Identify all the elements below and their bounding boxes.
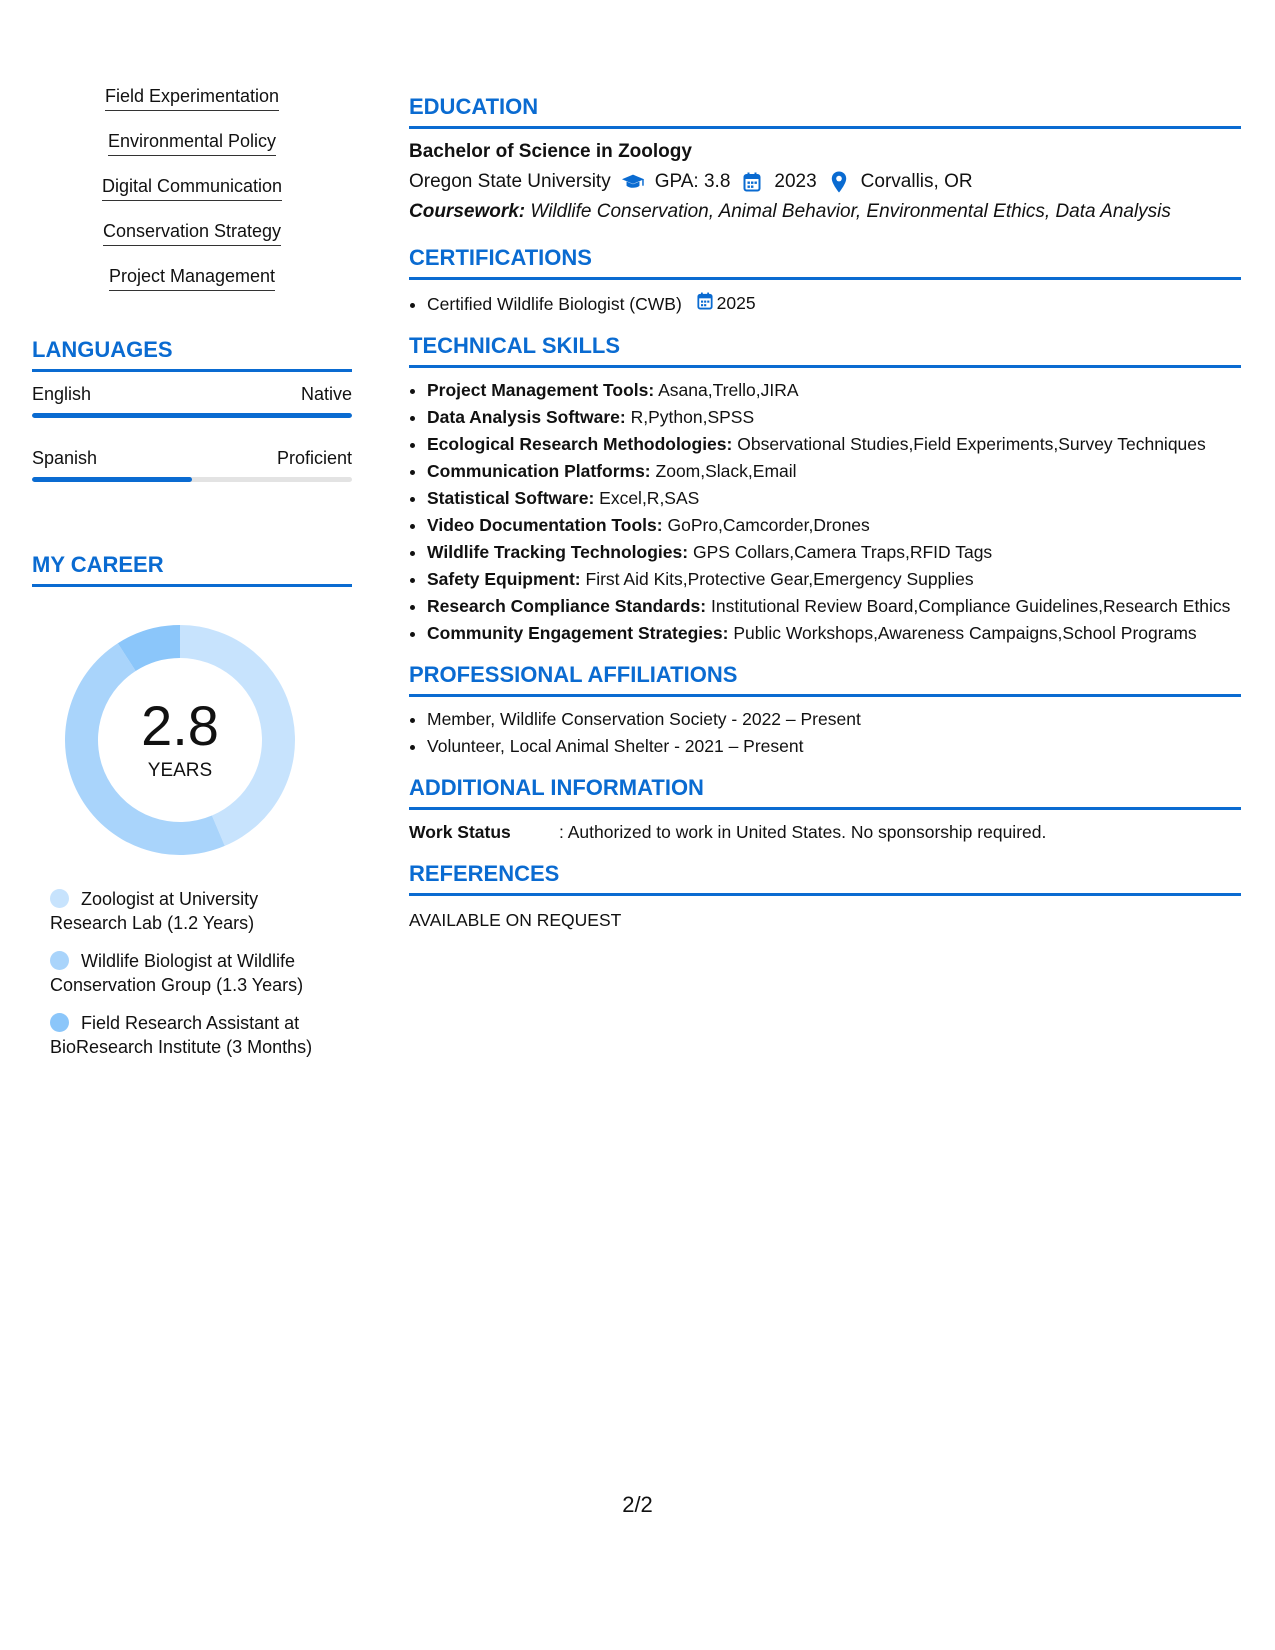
legend-item xyxy=(50,949,340,997)
legend-dot xyxy=(50,1013,69,1032)
language-bar xyxy=(32,477,352,482)
right-column xyxy=(409,94,1241,931)
skill-category: Communication Platforms: xyxy=(427,461,651,481)
school-name: Oregon State University xyxy=(409,171,611,192)
references-text: AVAILABLE ON REQUEST xyxy=(409,910,622,930)
school-location: Corvallis, OR xyxy=(860,171,973,192)
language-bar xyxy=(32,413,352,418)
graduation-year: 2023 xyxy=(774,171,817,192)
additional-info-heading: ADDITIONAL INFORMATION xyxy=(409,775,1241,810)
skill-tag: Environmental Policy xyxy=(108,131,276,156)
career-heading: MY CAREER xyxy=(32,552,352,587)
language-level: Proficient xyxy=(276,448,352,468)
legend-label: Wildlife Biologist at Wildlife Conservation Group (1.3 Years) xyxy=(50,951,304,995)
career-donut xyxy=(65,625,295,855)
language-bar-fill xyxy=(32,413,352,418)
education-heading: EDUCATION xyxy=(409,94,1241,129)
languages-heading: LANGUAGES xyxy=(32,337,352,372)
left-column xyxy=(32,86,352,1073)
career-total: 2.8 xyxy=(141,694,219,757)
skill-category: Safety Equipment: xyxy=(427,569,581,589)
affiliations-heading: PROFESSIONAL AFFILIATIONS xyxy=(409,662,1241,697)
career-legend xyxy=(32,887,352,1059)
language-name: Spanish xyxy=(32,448,98,468)
list-item xyxy=(427,515,1241,536)
list-item xyxy=(427,461,1241,482)
skill-values: GoPro,Camcorder,Drones xyxy=(667,515,870,535)
work-status-value: : Authorized to work in United States. No sponsorship required. xyxy=(559,822,1047,842)
skill-tag: Digital Communication xyxy=(102,176,282,201)
gpa: GPA: 3.8 xyxy=(654,171,731,192)
legend-item xyxy=(50,887,340,935)
skill-values: Asana,Trello,JIRA xyxy=(658,380,799,400)
list-item xyxy=(427,623,1241,644)
coursework-list: Wildlife Conservation, Animal Behavior, Environmental Ethics, Data Analysis xyxy=(530,201,1171,222)
skill-values: R,Python,SPSS xyxy=(630,407,755,427)
skill-category: Project Management Tools: xyxy=(427,380,655,400)
work-status-label: Work Status xyxy=(409,822,511,842)
skill-tag: Conservation Strategy xyxy=(103,221,281,246)
skill-values: Observational Studies,Field Experiments,Survey Techniques xyxy=(737,434,1206,454)
list-item: • Volunteer, Local Animal Shelter - 2021 – Present xyxy=(427,736,1241,757)
list-item xyxy=(427,488,1241,509)
technical-skills-list xyxy=(409,380,1241,644)
skill-category: Ecological Research Methodologies: xyxy=(427,434,733,454)
affiliations-list xyxy=(409,709,1241,757)
work-status-row xyxy=(409,822,1241,843)
language-name: English xyxy=(32,384,92,404)
language-level: Native xyxy=(300,384,352,404)
certification-date xyxy=(697,292,756,315)
degree: Bachelor of Science in Zoology xyxy=(409,141,692,162)
skill-values: GPS Collars,Camera Traps,RFID Tags xyxy=(692,542,993,562)
certification-year: 2025 xyxy=(716,293,756,313)
legend-label: Field Research Assistant at BioResearch Institute (3 Months) xyxy=(50,1013,313,1057)
language-english xyxy=(32,384,352,418)
education-details xyxy=(409,171,1241,193)
list-item xyxy=(427,596,1241,617)
coursework xyxy=(409,201,1241,223)
skill-category: Community Engagement Strategies: xyxy=(427,623,729,643)
skill-values: Institutional Review Board,Compliance Guidelines,Research Ethics xyxy=(711,596,1231,616)
skill-values: First Aid Kits,Protective Gear,Emergency Supplies xyxy=(585,569,974,589)
career-unit: YEARS xyxy=(147,760,213,781)
list-item xyxy=(427,569,1241,590)
skill-category: Data Analysis Software: xyxy=(427,407,626,427)
list-item xyxy=(427,407,1241,428)
legend-dot xyxy=(50,951,69,970)
list-item xyxy=(427,292,1241,315)
skill-tags xyxy=(32,86,352,311)
list-item xyxy=(427,434,1241,455)
language-spanish xyxy=(32,448,352,482)
calendar-icon xyxy=(740,171,764,193)
location-pin-icon xyxy=(827,171,851,193)
graduation-cap-icon xyxy=(621,171,645,193)
page-number: 2/2 xyxy=(622,1492,653,1517)
skill-category: Statistical Software: xyxy=(427,488,595,508)
calendar-icon xyxy=(697,292,713,315)
certifications-list xyxy=(409,292,1241,315)
language-bar-fill xyxy=(32,477,192,482)
skill-category: Wildlife Tracking Technologies: xyxy=(427,542,689,562)
skill-values: Zoom,Slack,Email xyxy=(655,461,797,481)
skill-values: Public Workshops,Awareness Campaigns,School Programs xyxy=(733,623,1197,643)
list-item xyxy=(427,542,1241,563)
coursework-label: Coursework: xyxy=(409,201,526,222)
skill-category: Research Compliance Standards: xyxy=(427,596,707,616)
list-item xyxy=(427,380,1241,401)
skill-tag: Project Management xyxy=(109,266,275,291)
certifications-heading: CERTIFICATIONS xyxy=(409,245,1241,280)
legend-dot xyxy=(50,889,69,908)
references-heading: REFERENCES xyxy=(409,861,1241,896)
list-item: • Member, Wildlife Conservation Society - 2022 – Present xyxy=(427,709,1241,730)
skill-tag: Field Experimentation xyxy=(105,86,279,111)
technical-skills-heading: TECHNICAL SKILLS xyxy=(409,333,1241,368)
legend-item xyxy=(50,1011,340,1059)
certification-name: Certified Wildlife Biologist (CWB) xyxy=(427,294,682,314)
skill-values: Excel,R,SAS xyxy=(599,488,700,508)
legend-label: Zoologist at University Research Lab (1.2 Years) xyxy=(50,889,259,933)
skill-category: Video Documentation Tools: xyxy=(427,515,663,535)
